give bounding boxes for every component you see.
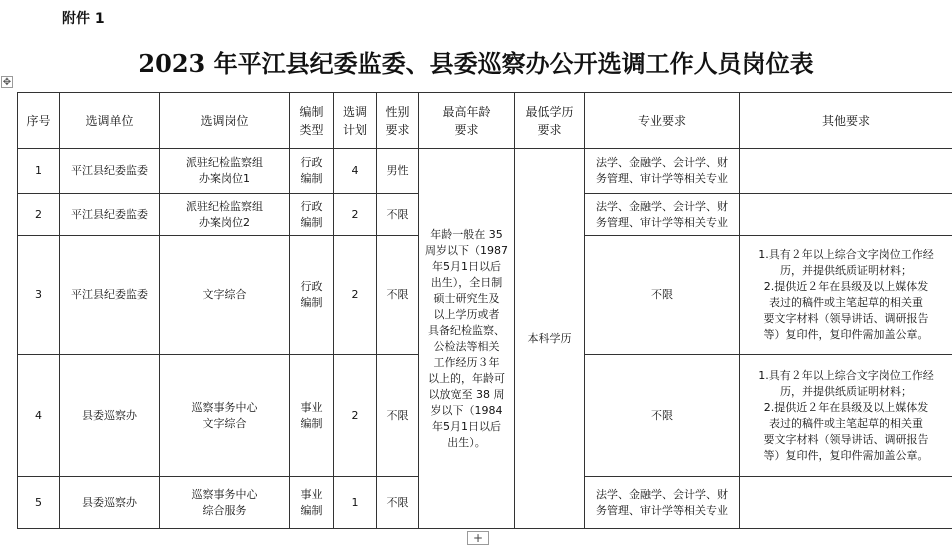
row-post-l2: 文字综合 — [202, 416, 247, 430]
header-staff-type — [290, 93, 334, 149]
age-line: 以上学历或者 — [433, 307, 500, 321]
row-gender: 不限 — [377, 355, 419, 477]
row-unit: 县委巡察办 — [60, 355, 160, 477]
header-gender-l2: 要求 — [385, 122, 410, 137]
other-line: 历，并提供纸质证明材料； — [780, 264, 912, 277]
row-unit: 县委巡察办 — [60, 477, 160, 529]
row-major-l2: 务管理、审计学等相关专业 — [596, 172, 728, 185]
age-line: 工作经历３年 — [433, 355, 500, 369]
row-post-l2: 办案岗位2 — [199, 215, 250, 229]
row-other — [740, 149, 952, 194]
row-post-l1: 巡察事务中心 — [191, 487, 258, 501]
row-plan: 2 — [334, 194, 377, 236]
row-other — [740, 477, 952, 529]
header-major: 专业要求 — [585, 93, 740, 149]
row-plan: 2 — [334, 236, 377, 355]
row-post — [160, 149, 290, 194]
row-post-l2: 综合服务 — [202, 503, 247, 517]
age-line: 具备纪检监察、 — [428, 323, 505, 337]
header-post: 选调岗位 — [160, 93, 290, 149]
age-line: 周岁以下（1987 — [425, 243, 508, 257]
header-staff-type-l2: 类型 — [299, 122, 324, 137]
row-staff-type-l1: 行政 — [300, 156, 323, 169]
row-staff-type-l1: 事业 — [300, 400, 323, 414]
other-line: 等）复印件，复印件需加盖公章。 — [763, 448, 929, 462]
row-major — [585, 194, 740, 236]
row-post — [160, 477, 290, 529]
attachment-label: 附件 1 — [62, 11, 105, 27]
row-major-l1: 法学、金融学、会计学、财 — [596, 487, 728, 501]
row-other — [740, 236, 952, 355]
other-line: 要文字材料（领导讲话、调研报告 — [763, 432, 929, 446]
other-line: 1.具有２年以上综合文字岗位工作经 — [758, 248, 934, 261]
age-line: 年5月1日以后 — [432, 259, 501, 273]
header-gender-l1: 性别 — [385, 104, 410, 119]
row-major — [585, 149, 740, 194]
row-unit: 平江县纪委监委 — [60, 149, 160, 194]
header-education-l1: 最低学历 — [525, 104, 574, 119]
row-post — [160, 194, 290, 236]
row-no: 2 — [18, 194, 60, 236]
header-plan-l2: 计划 — [342, 122, 367, 137]
table-row — [18, 149, 952, 194]
header-gender — [377, 93, 419, 149]
table-move-handle-icon[interactable]: ✥ — [2, 77, 12, 88]
row-major-l1: 法学、金融学、会计学、财 — [596, 156, 728, 169]
page-title: 2023 年平江县纪委监委、县委巡察办公开选调工作人员岗位表 — [138, 49, 814, 78]
header-staff-type-l1: 编制 — [299, 104, 324, 119]
row-other — [740, 355, 952, 477]
row-staff-type — [290, 149, 334, 194]
row-no: 5 — [18, 477, 60, 529]
age-line: 年5月1日以后 — [432, 419, 501, 433]
header-education — [515, 93, 585, 149]
header-age — [419, 93, 515, 149]
table-header-row — [18, 93, 952, 149]
row-staff-type — [290, 236, 334, 355]
row-staff-type — [290, 355, 334, 477]
row-unit: 平江县纪委监委 — [60, 236, 160, 355]
age-line: 以放宽至 38 周 — [428, 387, 505, 401]
row-plan: 2 — [334, 355, 377, 477]
row-staff-type-l2: 编制 — [300, 503, 323, 517]
other-line: 要文字材料（领导讲话、调研报告 — [763, 312, 929, 325]
age-line: 岁以下（1984 — [430, 403, 503, 417]
row-plan: 4 — [334, 149, 377, 194]
age-line: 出生）。 — [447, 435, 486, 449]
row-post: 文字综合 — [160, 236, 290, 355]
row-staff-type-l1: 事业 — [300, 487, 323, 501]
row-major-l2: 务管理、审计学等相关专业 — [596, 215, 728, 229]
row-staff-type-l2: 编制 — [300, 296, 323, 309]
header-no: 序号 — [18, 93, 60, 149]
row-post-l1: 派驻纪检监察组 — [186, 156, 263, 169]
age-line: 年龄一般在 35 — [430, 227, 503, 241]
header-unit: 选调单位 — [60, 93, 160, 149]
other-line: 2.提供近２年在县级及以上媒体发 — [763, 400, 929, 414]
header-age-l1: 最高年龄 — [442, 104, 491, 119]
row-major-l1: 法学、金融学、会计学、财 — [596, 199, 728, 213]
row-staff-type-l1: 行政 — [300, 280, 323, 293]
row-other — [740, 194, 952, 236]
row-major-l2: 务管理、审计学等相关专业 — [596, 503, 728, 517]
age-line: 公检法等相关 — [433, 339, 500, 353]
age-line: 硕士研究生及 — [433, 291, 500, 305]
row-staff-type-l2: 编制 — [300, 416, 323, 430]
header-age-l2: 要求 — [454, 122, 479, 137]
row-staff-type — [290, 477, 334, 529]
row-major: 不限 — [585, 355, 740, 477]
row-unit: 平江县纪委监委 — [60, 194, 160, 236]
row-post-l1: 派驻纪检监察组 — [186, 199, 263, 213]
header-education-l2: 要求 — [537, 122, 562, 137]
age-requirement-cell — [419, 149, 515, 529]
header-plan-l1: 选调 — [342, 104, 367, 119]
other-line: 表过的稿件或主笔起草的相关重 — [769, 296, 923, 309]
row-post — [160, 355, 290, 477]
row-staff-type-l2: 编制 — [300, 215, 323, 229]
row-gender: 不限 — [377, 236, 419, 355]
row-gender: 不限 — [377, 477, 419, 529]
other-line: 2.提供近２年在县级及以上媒体发 — [763, 280, 929, 293]
other-line: 历，并提供纸质证明材料； — [780, 384, 912, 398]
other-line: 等）复印件，复印件需加盖公章。 — [763, 328, 929, 341]
row-staff-type-l1: 行政 — [300, 199, 323, 213]
row-gender: 不限 — [377, 194, 419, 236]
row-plan: 1 — [334, 477, 377, 529]
age-line: 以上的，年龄可 — [428, 371, 505, 385]
education-requirement-cell: 本科学历 — [515, 149, 585, 529]
row-major: 不限 — [585, 236, 740, 355]
positions-table — [17, 92, 952, 529]
row-post-l2: 办案岗位1 — [199, 172, 250, 185]
header-other: 其他要求 — [740, 93, 952, 149]
row-staff-type — [290, 194, 334, 236]
row-gender: 男性 — [377, 149, 419, 194]
other-line: 表过的稿件或主笔起草的相关重 — [769, 416, 923, 430]
add-row-button[interactable]: + — [467, 531, 489, 545]
row-no: 3 — [18, 236, 60, 355]
row-staff-type-l2: 编制 — [300, 172, 323, 185]
header-plan — [334, 93, 377, 149]
row-major — [585, 477, 740, 529]
row-post-l1: 巡察事务中心 — [191, 400, 258, 414]
row-no: 1 — [18, 149, 60, 194]
age-line: 出生），全日制 — [430, 275, 503, 289]
row-no: 4 — [18, 355, 60, 477]
other-line: 1.具有２年以上综合文字岗位工作经 — [758, 368, 934, 382]
